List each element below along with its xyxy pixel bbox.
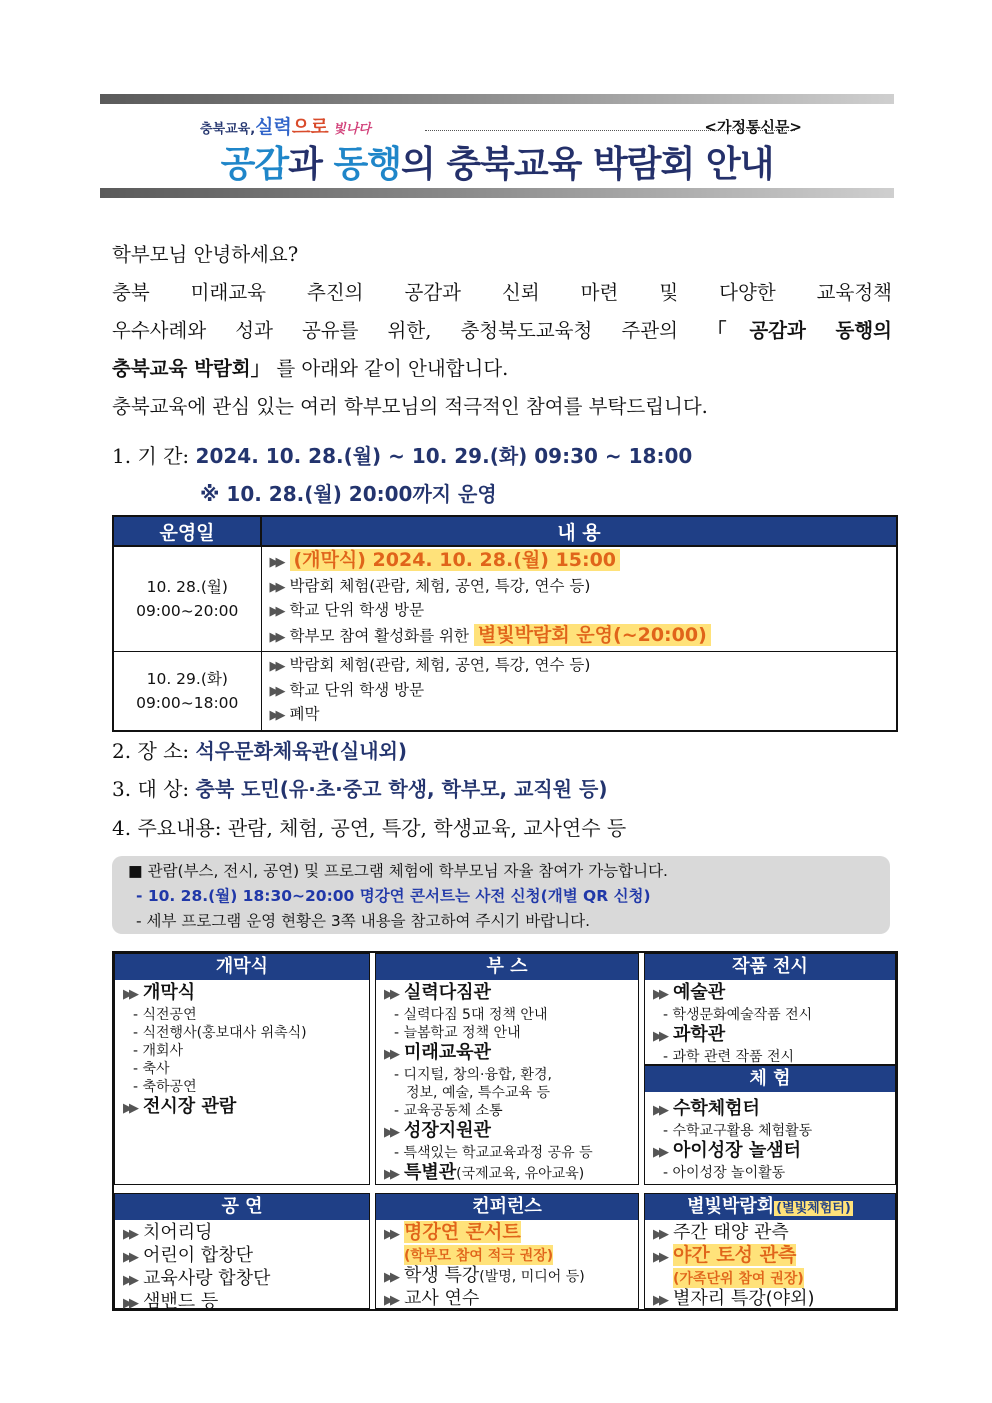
list-item: ▶▶ 과학관 xyxy=(653,1024,726,1045)
list-item: ▶▶ 개막식 xyxy=(123,982,196,1003)
item-content: 4. 주요내용: 관람, 체험, 공연, 특강, 학생교육, 교사연수 등 xyxy=(112,816,627,840)
header-bottom-bar xyxy=(100,188,894,198)
list-item: ▶▶ 성장지원관 xyxy=(384,1120,491,1141)
program-starlight: 별빛박람회 (별빛체험터) ▶▶ 주간 태양 관측 ▶▶ 야간 토성 관측 (가족단위 참여 권장) ▶▶ 별자리 특강(야외) xyxy=(644,1193,896,1309)
schedule-table xyxy=(112,515,898,732)
list-item: ▶▶ 폐막 xyxy=(269,705,320,723)
list-item: ▶▶ 실력다짐관 xyxy=(384,982,491,1003)
double-chevron-icon: ▶▶ xyxy=(269,629,282,645)
col-day-header: 운영일 xyxy=(113,516,261,546)
double-chevron-icon: ▶▶ xyxy=(653,1227,665,1242)
double-chevron-icon: ▶▶ xyxy=(123,987,135,1002)
list-item: ▶▶ 수학체험터 xyxy=(653,1098,760,1119)
double-chevron-icon: ▶▶ xyxy=(269,579,282,595)
list-item: ▶▶ 명강연 콘서트 xyxy=(384,1221,521,1243)
item-target: 3. 대 상: 충북 도민(유·초·중고 학생, 학부모, 교직원 등) xyxy=(112,777,608,801)
list-item: ▶▶ 별자리 특강(야외) xyxy=(653,1288,815,1309)
double-chevron-icon: ▶▶ xyxy=(269,683,282,699)
double-chevron-icon: ▶▶ xyxy=(384,1293,396,1308)
table-row xyxy=(113,546,897,652)
double-chevron-icon: ▶▶ xyxy=(384,1270,396,1285)
item-period: 1. 기 간: 2024. 10. 28.(월) ~ 10. 29.(화) 09:30 ~ 18:00 xyxy=(112,444,693,468)
list-item: ▶▶ 학부모 참여 활성화를 위한 별빛박람회 운영(~20:00) xyxy=(270,624,889,650)
double-chevron-icon: ▶▶ xyxy=(384,1167,396,1182)
table-row xyxy=(113,652,897,731)
double-chevron-icon: ▶▶ xyxy=(269,555,282,570)
program-conference: 컨퍼런스 ▶▶ 명강연 콘서트 (학부모 참여 적극 권장) ▶▶ 학생 특강(발명, 미디어 등) ▶▶ 교사 연수 xyxy=(375,1193,639,1309)
schedule-content-cell xyxy=(261,546,897,652)
double-chevron-icon: ▶▶ xyxy=(653,1250,665,1265)
list-item: ▶▶ 교사 연수 xyxy=(384,1288,480,1309)
intro-line-4: 충북교육에 관심 있는 여러 학부모님의 적극적인 참여를 부탁드립니다. xyxy=(112,395,708,418)
double-chevron-icon: ▶▶ xyxy=(653,987,665,1002)
program-opening: 개막식 ▶▶ 개막식 - 식전공연 - 식전행사(홍보대사 위촉식) - 개회사 - 축사 - 축하공연 ▶▶ 전시장 관람 xyxy=(114,953,370,1185)
double-chevron-icon: ▶▶ xyxy=(269,708,282,723)
double-chevron-icon: ▶▶ xyxy=(653,1029,665,1044)
double-chevron-icon: ▶▶ xyxy=(653,1145,665,1160)
schedule-day-cell: 10. 28.(월) 09:00~20:00 xyxy=(113,546,261,652)
list-item: ▶▶ 박람회 체험(관람, 체험, 공연, 특강, 연수 등) xyxy=(269,656,591,674)
list-item: ▶▶ 주간 태양 관측 xyxy=(653,1222,789,1243)
intro-line-2: 우수사례와 성과 공유를 위한, 충청북도교육청 주관의 「공감과 동행의 xyxy=(112,319,892,342)
intro-line-1: 충북 미래교육 추진의 공감과 신뢰 마련 및 다양한 교육정책 xyxy=(112,281,892,304)
list-item: ▶▶ 예술관 xyxy=(653,982,726,1003)
page-title: 공감과 동행의 충북교육 박람회 안내 xyxy=(220,144,774,185)
header-slogan: 충북교육,실력으로 빛나다 xyxy=(200,116,371,138)
double-chevron-icon: ▶▶ xyxy=(123,1273,135,1288)
list-item: ▶▶ 교육사랑 합창단 xyxy=(123,1268,271,1289)
double-chevron-icon: ▶▶ xyxy=(269,604,282,619)
program-exhibit: 작품 전시 ▶▶ 예술관 - 학생문화예술작품 전시 ▶▶ 과학관 - 과학 관련 작품 전시 xyxy=(644,953,896,1065)
list-item: ▶▶ 특별관(국제교육, 유아교육) xyxy=(384,1162,585,1183)
list-item: ▶▶ 학생 특강(발명, 미디어 등) xyxy=(384,1265,585,1286)
header-tag: <가정통신문> xyxy=(704,118,802,136)
list-item: ▶▶ 학교 단위 학생 방문 xyxy=(269,680,425,699)
schedule-content-cell xyxy=(261,652,897,731)
period-note: ※ 10. 28.(월) 20:00까지 운영 xyxy=(200,482,497,506)
double-chevron-icon: ▶▶ xyxy=(384,1227,396,1242)
list-item: ▶▶ 박람회 체험(관람, 체험, 공연, 특강, 연수 등) xyxy=(269,576,591,595)
intro-paragraph xyxy=(112,236,892,426)
list-item: ▶▶ (개막식) 2024. 10. 28.(월) 15:00 xyxy=(270,549,889,575)
program-experience: 체 험 ▶▶ 수학체험터 - 수학교구활용 체험활동 ▶▶ 아이성장 놀샘터 - 아이성장 놀이활동 xyxy=(644,1065,896,1185)
info-box: ■ 관람(부스, 전시, 공연) 및 프로그램 체험에 학부모님 자율 참여가 가능합니다. - 10. 28.(월) 18:30~20:00 명강연 콘서트는 사전 신청(개별 QR 신청) - 세부 프로그램 운영 현황은 3쪽 내용을 참고하여 주시기 바랍니다. xyxy=(112,856,890,934)
program-grid xyxy=(112,951,898,1311)
double-chevron-icon: ▶▶ xyxy=(123,1101,135,1116)
double-chevron-icon: ▶▶ xyxy=(384,987,396,1002)
program-booth: 부 스 ▶▶ 실력다짐관 - 실력다짐 5대 정책 안내 - 늘봄학교 정책 안내 ▶▶ 미래교육관 - 디지털, 창의·융합, 환경, 정보, 예술, 특수교육 등 - 교육공동체 소통 ▶▶ 성장지원관 - 특색있는 학교교육과정 공유 등 ▶▶ 특별관(국제교육, 유아교육) xyxy=(375,953,639,1185)
double-chevron-icon: ▶▶ xyxy=(653,1103,665,1118)
intro-line-3: 충북교육 박람회」 를 아래와 같이 안내합니다. xyxy=(112,357,509,380)
double-chevron-icon: ▶▶ xyxy=(653,1293,665,1308)
col-content-header: 내 용 xyxy=(261,516,897,546)
list-item: ▶▶ 학교 단위 학생 방문 xyxy=(269,601,425,619)
program-performance: 공 연 ▶▶ 치어리딩 ▶▶ 어린이 합창단 ▶▶ 교육사랑 합창단 ▶▶ 샘밴드 등 xyxy=(114,1193,370,1309)
document-header xyxy=(100,94,894,198)
double-chevron-icon: ▶▶ xyxy=(384,1047,396,1062)
header-top-bar xyxy=(100,94,894,104)
double-chevron-icon: ▶▶ xyxy=(269,659,282,674)
double-chevron-icon: ▶▶ xyxy=(123,1296,135,1311)
list-item: ▶▶ 아이성장 놀샘터 xyxy=(653,1140,801,1161)
list-item: ▶▶ 미래교육관 xyxy=(384,1042,491,1063)
list-item: ▶▶ 어린이 합창단 xyxy=(123,1245,254,1266)
item-place: 2. 장 소: 석우문화체육관(실내외) xyxy=(112,739,408,763)
list-item: ▶▶ 치어리딩 xyxy=(123,1222,213,1243)
list-item: ▶▶ 야간 토성 관측 xyxy=(653,1244,797,1266)
list-item: ▶▶ 전시장 관람 xyxy=(123,1096,237,1117)
double-chevron-icon: ▶▶ xyxy=(123,1227,135,1242)
schedule-header-row xyxy=(113,516,897,546)
double-chevron-icon: ▶▶ xyxy=(123,1250,135,1265)
list-item: ▶▶ 샘밴드 등 xyxy=(123,1291,219,1312)
intro-greeting: 학부모님 안녕하세요? xyxy=(112,243,299,266)
schedule-day-cell: 10. 29.(화) 09:00~18:00 xyxy=(113,652,261,731)
double-chevron-icon: ▶▶ xyxy=(384,1125,396,1140)
